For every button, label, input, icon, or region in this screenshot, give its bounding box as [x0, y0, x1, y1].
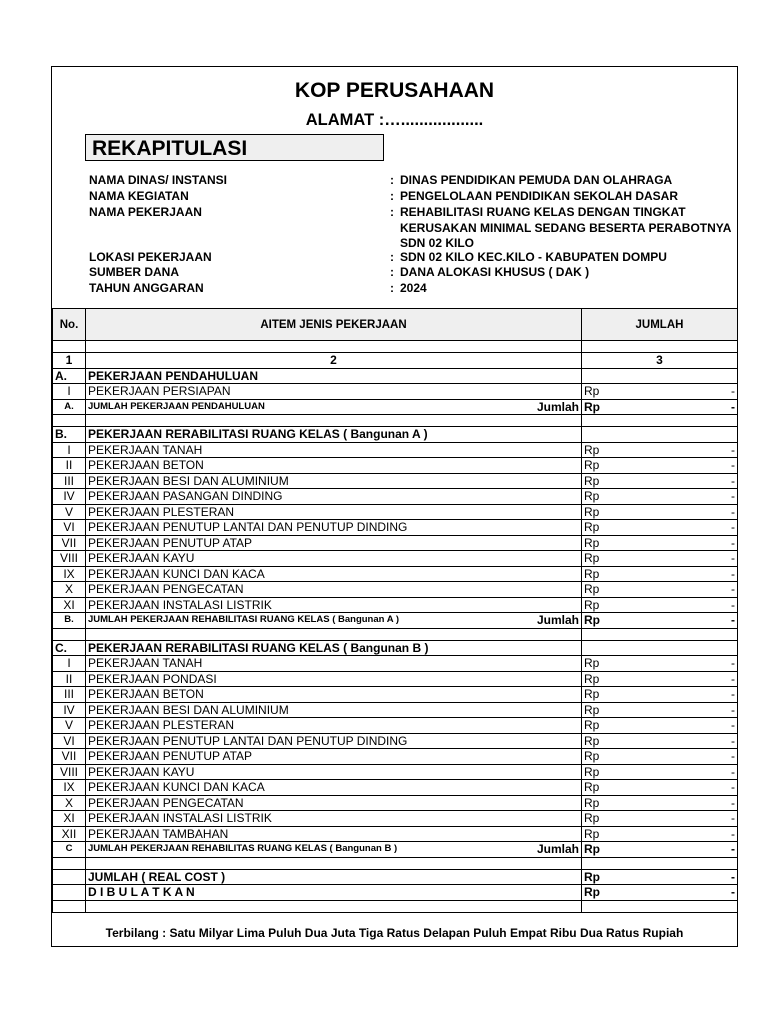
item-no: IV [53, 489, 86, 505]
amount-cell [582, 718, 738, 734]
table-row [53, 718, 738, 734]
currency-label: Rp [584, 885, 600, 900]
jumlah-word: Jumlah [536, 399, 579, 414]
currency-label: Rp [584, 671, 600, 686]
section-sum-row [53, 842, 738, 858]
table-row [53, 764, 738, 780]
amount-value: - [731, 749, 735, 764]
amount-value: - [731, 442, 735, 457]
amount-in-words: Terbilang : Satu Milyar Lima Puluh Dua Juta Tiga Ratus Delapan Puluh Empat Ribu Dua Ratus Rupiah [105, 926, 684, 940]
amount-cell [582, 504, 738, 520]
section-title: PEKERJAAN RERABILITASI RUANG KELAS ( Bangunan A ) [86, 427, 582, 443]
item-name: PEKERJAAN KAYU [86, 764, 582, 780]
table-row [53, 566, 738, 582]
currency-label: Rp [584, 687, 600, 702]
table-row [53, 597, 738, 613]
item-name: PEKERJAAN BESI DAN ALUMINIUM [86, 473, 582, 489]
item-name: PEKERJAAN PONDASI [86, 671, 582, 687]
amount-value: - [731, 718, 735, 733]
info-row [89, 189, 737, 205]
item-no: XI [53, 597, 86, 613]
currency-label: Rp [584, 869, 600, 884]
amount-cell [582, 885, 738, 901]
currency-label: Rp [584, 733, 600, 748]
currency-label: Rp [584, 656, 600, 671]
item-no: VII [53, 535, 86, 551]
sum-code: A. [53, 399, 86, 415]
table-row [53, 733, 738, 749]
item-name: PEKERJAAN KUNCI DAN KACA [86, 780, 582, 796]
column-number-row [53, 353, 738, 369]
amount-value: - [731, 613, 735, 628]
item-no: II [53, 671, 86, 687]
section-title: PEKERJAAN RERABILITASI RUANG KELAS ( Bangunan B ) [86, 640, 582, 656]
amount-value: - [731, 656, 735, 671]
amount-value: - [731, 566, 735, 581]
amount-value: - [731, 869, 735, 884]
section-code: B. [53, 427, 86, 443]
info-colon: : [390, 265, 394, 279]
amount-cell [582, 582, 738, 598]
sum-code: B. [53, 613, 86, 629]
info-label: LOKASI PEKERJAAN [89, 250, 212, 264]
currency-label: Rp [584, 795, 600, 810]
amount-cell [582, 489, 738, 505]
item-name: PEKERJAAN PENUTUP LANTAI DAN PENUTUP DINDING [86, 520, 582, 536]
recap-table [52, 308, 738, 913]
section-title-row [53, 640, 738, 656]
empty-cell [582, 368, 738, 384]
amount-cell [582, 399, 738, 415]
currency-label: Rp [584, 718, 600, 733]
amount-cell [582, 384, 738, 400]
empty-cell [53, 885, 86, 901]
total-label: JUMLAH ( REAL COST ) [86, 869, 582, 885]
amount-value: - [731, 489, 735, 504]
item-no: IV [53, 702, 86, 718]
info-row [89, 205, 737, 250]
currency-label: Rp [584, 535, 600, 550]
item-no: VI [53, 733, 86, 749]
currency-label: Rp [584, 842, 600, 857]
amount-value: - [731, 687, 735, 702]
table-row [53, 656, 738, 672]
table-row [53, 582, 738, 598]
item-name: PEKERJAAN PASANGAN DINDING [86, 489, 582, 505]
amount-cell [582, 520, 738, 536]
info-colon: : [390, 205, 394, 219]
currency-label: Rp [584, 520, 600, 535]
sum-label: JUMLAH PEKERJAAN REHABILITASI RUANG KELAS ( Bangunan A ) [88, 614, 400, 626]
total-row [53, 869, 738, 885]
item-no: IX [53, 780, 86, 796]
section-title: PEKERJAAN PENDAHULUAN [86, 368, 582, 384]
rounded-label: D I B U L A T K A N [86, 885, 582, 901]
amount-cell [582, 687, 738, 703]
sum-label: JUMLAH PEKERJAAN REHABILITAS RUANG KELAS ( Bangunan B ) [88, 843, 398, 855]
item-name: PEKERJAAN PERSIAPAN [86, 384, 582, 400]
item-name: PEKERJAAN TANAH [86, 656, 582, 672]
amount-value: - [731, 671, 735, 686]
amount-value: - [731, 551, 735, 566]
currency-label: Rp [584, 780, 600, 795]
sum-code: C [53, 842, 86, 858]
table-row [53, 473, 738, 489]
amount-cell [582, 656, 738, 672]
rounded-row [53, 885, 738, 901]
currency-label: Rp [584, 489, 600, 504]
currency-label: Rp [584, 613, 600, 628]
colnum-2: 2 [86, 353, 582, 369]
amount-value: - [731, 702, 735, 717]
info-row [89, 281, 737, 297]
jumlah-word: Jumlah [536, 842, 579, 857]
table-header-row [53, 309, 738, 341]
item-name: PEKERJAAN BETON [86, 458, 582, 474]
currency-label: Rp [584, 702, 600, 717]
table-row [53, 780, 738, 796]
empty-cell [582, 640, 738, 656]
item-name: PEKERJAAN PENGECATAN [86, 582, 582, 598]
section-title-row [53, 368, 738, 384]
colnum-1: 1 [53, 353, 86, 369]
item-no: VI [53, 520, 86, 536]
amount-cell [582, 671, 738, 687]
amount-cell [582, 826, 738, 842]
item-name: PEKERJAAN PENUTUP ATAP [86, 749, 582, 765]
amount-value: - [731, 795, 735, 810]
amount-cell [582, 869, 738, 885]
table-row [53, 749, 738, 765]
currency-label: Rp [584, 458, 600, 473]
spacer-row [53, 628, 738, 640]
currency-label: Rp [584, 566, 600, 581]
amount-cell [582, 597, 738, 613]
sum-label-cell [86, 613, 582, 629]
header-no: No. [53, 309, 86, 341]
info-colon: : [390, 173, 394, 187]
amount-value: - [731, 597, 735, 612]
empty-cell [582, 427, 738, 443]
info-value: DINAS PENDIDIKAN PEMUDA DAN OLAHRAGA [400, 173, 673, 187]
spacer-row [53, 900, 738, 912]
item-no: VII [53, 749, 86, 765]
table-row [53, 811, 738, 827]
amount-value: - [731, 780, 735, 795]
amount-cell [582, 795, 738, 811]
amount-value: - [731, 885, 735, 900]
currency-label: Rp [584, 597, 600, 612]
info-colon: : [390, 189, 394, 203]
table-row [53, 489, 738, 505]
info-colon: : [390, 250, 394, 264]
item-no: II [53, 458, 86, 474]
item-no: IX [53, 566, 86, 582]
amount-value: - [731, 811, 735, 826]
amount-cell [582, 613, 738, 629]
currency-label: Rp [584, 473, 600, 488]
amount-cell [582, 811, 738, 827]
item-name: PEKERJAAN TAMBAHAN [86, 826, 582, 842]
amount-cell [582, 566, 738, 582]
item-name: PEKERJAAN PLESTERAN [86, 718, 582, 734]
table-row [53, 442, 738, 458]
section-sum-row [53, 613, 738, 629]
amount-value: - [731, 535, 735, 550]
currency-label: Rp [584, 504, 600, 519]
amount-value: - [731, 733, 735, 748]
item-no: I [53, 384, 86, 400]
currency-label: Rp [584, 582, 600, 597]
amount-cell [582, 473, 738, 489]
sum-label: JUMLAH PEKERJAAN PENDAHULUAN [88, 400, 265, 412]
item-name: PEKERJAAN KUNCI DAN KACA [86, 566, 582, 582]
table-row [53, 535, 738, 551]
header-item: AITEM JENIS PEKERJAAN [86, 309, 582, 341]
info-value: SDN 02 KILO KEC.KILO - KABUPATEN DOMPU [400, 250, 667, 264]
item-no: III [53, 687, 86, 703]
spacer-row [53, 341, 738, 353]
info-value: PENGELOLAAN PENDIDIKAN SEKOLAH DASAR [400, 189, 679, 203]
amount-value: - [731, 520, 735, 535]
amount-value: - [731, 826, 735, 841]
info-label: NAMA KEGIATAN [89, 189, 189, 203]
table-row [53, 520, 738, 536]
info-label: NAMA DINAS/ INSTANSI [89, 173, 227, 187]
item-name: PEKERJAAN PENUTUP LANTAI DAN PENUTUP DINDING [86, 733, 582, 749]
info-label: TAHUN ANGGARAN [89, 281, 204, 295]
jumlah-word: Jumlah [536, 613, 579, 628]
table-row [53, 671, 738, 687]
rekapitulasi-title: REKAPITULASI [85, 134, 384, 161]
item-no: VIII [53, 551, 86, 567]
amount-value: - [731, 384, 735, 399]
currency-label: Rp [584, 384, 600, 399]
info-value: DANA ALOKASI KHUSUS ( DAK ) [400, 265, 590, 279]
item-no: III [53, 473, 86, 489]
currency-label: Rp [584, 826, 600, 841]
section-title-row [53, 427, 738, 443]
item-name: PEKERJAAN KAYU [86, 551, 582, 567]
item-no: X [53, 795, 86, 811]
info-colon: : [390, 281, 394, 295]
currency-label: Rp [584, 551, 600, 566]
amount-value: - [731, 764, 735, 779]
amount-cell [582, 535, 738, 551]
info-row [89, 250, 737, 266]
spacer-row [53, 415, 738, 427]
amount-value: - [731, 473, 735, 488]
colnum-3: 3 [582, 353, 738, 369]
info-label: SUMBER DANA [89, 265, 179, 279]
info-label: NAMA PEKERJAAN [89, 205, 202, 219]
sum-label-cell [86, 842, 582, 858]
table-row [53, 384, 738, 400]
empty-cell [53, 869, 86, 885]
amount-cell [582, 749, 738, 765]
currency-label: Rp [584, 764, 600, 779]
table-row [53, 795, 738, 811]
company-address: ALAMAT :….................. [305, 111, 484, 129]
amount-value: - [731, 458, 735, 473]
item-no: I [53, 656, 86, 672]
item-name: PEKERJAAN BETON [86, 687, 582, 703]
amount-cell [582, 442, 738, 458]
amount-cell [582, 780, 738, 796]
amount-cell [582, 842, 738, 858]
section-code: C. [53, 640, 86, 656]
company-letterhead-title: KOP PERUSAHAAN [294, 79, 495, 102]
amount-value: - [731, 582, 735, 597]
amount-cell [582, 458, 738, 474]
item-no: V [53, 718, 86, 734]
table-row [53, 687, 738, 703]
currency-label: Rp [584, 811, 600, 826]
currency-label: Rp [584, 749, 600, 764]
info-row [89, 173, 737, 189]
amount-cell [582, 702, 738, 718]
info-row [89, 265, 737, 281]
item-no: I [53, 442, 86, 458]
item-name: PEKERJAAN PENUTUP ATAP [86, 535, 582, 551]
currency-label: Rp [584, 442, 600, 457]
amount-cell [582, 551, 738, 567]
amount-value: - [731, 504, 735, 519]
info-value: REHABILITASI RUANG KELAS DENGAN TINGKAT KERUSAKAN MINIMAL SEDANG BESERTA PERABOTNYA SDN 02 KILO [400, 205, 731, 250]
item-no: XII [53, 826, 86, 842]
item-no: V [53, 504, 86, 520]
item-name: PEKERJAAN PLESTERAN [86, 504, 582, 520]
sum-label-cell [86, 399, 582, 415]
item-no: X [53, 582, 86, 598]
item-name: PEKERJAAN PENGECATAN [86, 795, 582, 811]
table-row [53, 826, 738, 842]
item-name: PEKERJAAN INSTALASI LISTRIK [86, 597, 582, 613]
spacer-row [53, 857, 738, 869]
table-row [53, 504, 738, 520]
header-jumlah: JUMLAH [582, 309, 738, 341]
item-name: PEKERJAAN INSTALASI LISTRIK [86, 811, 582, 827]
section-sum-row [53, 399, 738, 415]
item-name: PEKERJAAN TANAH [86, 442, 582, 458]
amount-cell [582, 764, 738, 780]
section-code: A. [53, 368, 86, 384]
info-value: 2024 [400, 281, 427, 295]
item-no: VIII [53, 764, 86, 780]
table-row [53, 702, 738, 718]
item-no: XI [53, 811, 86, 827]
amount-value: - [731, 842, 735, 857]
table-row [53, 458, 738, 474]
amount-cell [582, 733, 738, 749]
item-name: PEKERJAAN BESI DAN ALUMINIUM [86, 702, 582, 718]
document-frame [51, 66, 738, 947]
table-row [53, 551, 738, 567]
currency-label: Rp [584, 399, 600, 414]
amount-value: - [731, 399, 735, 414]
